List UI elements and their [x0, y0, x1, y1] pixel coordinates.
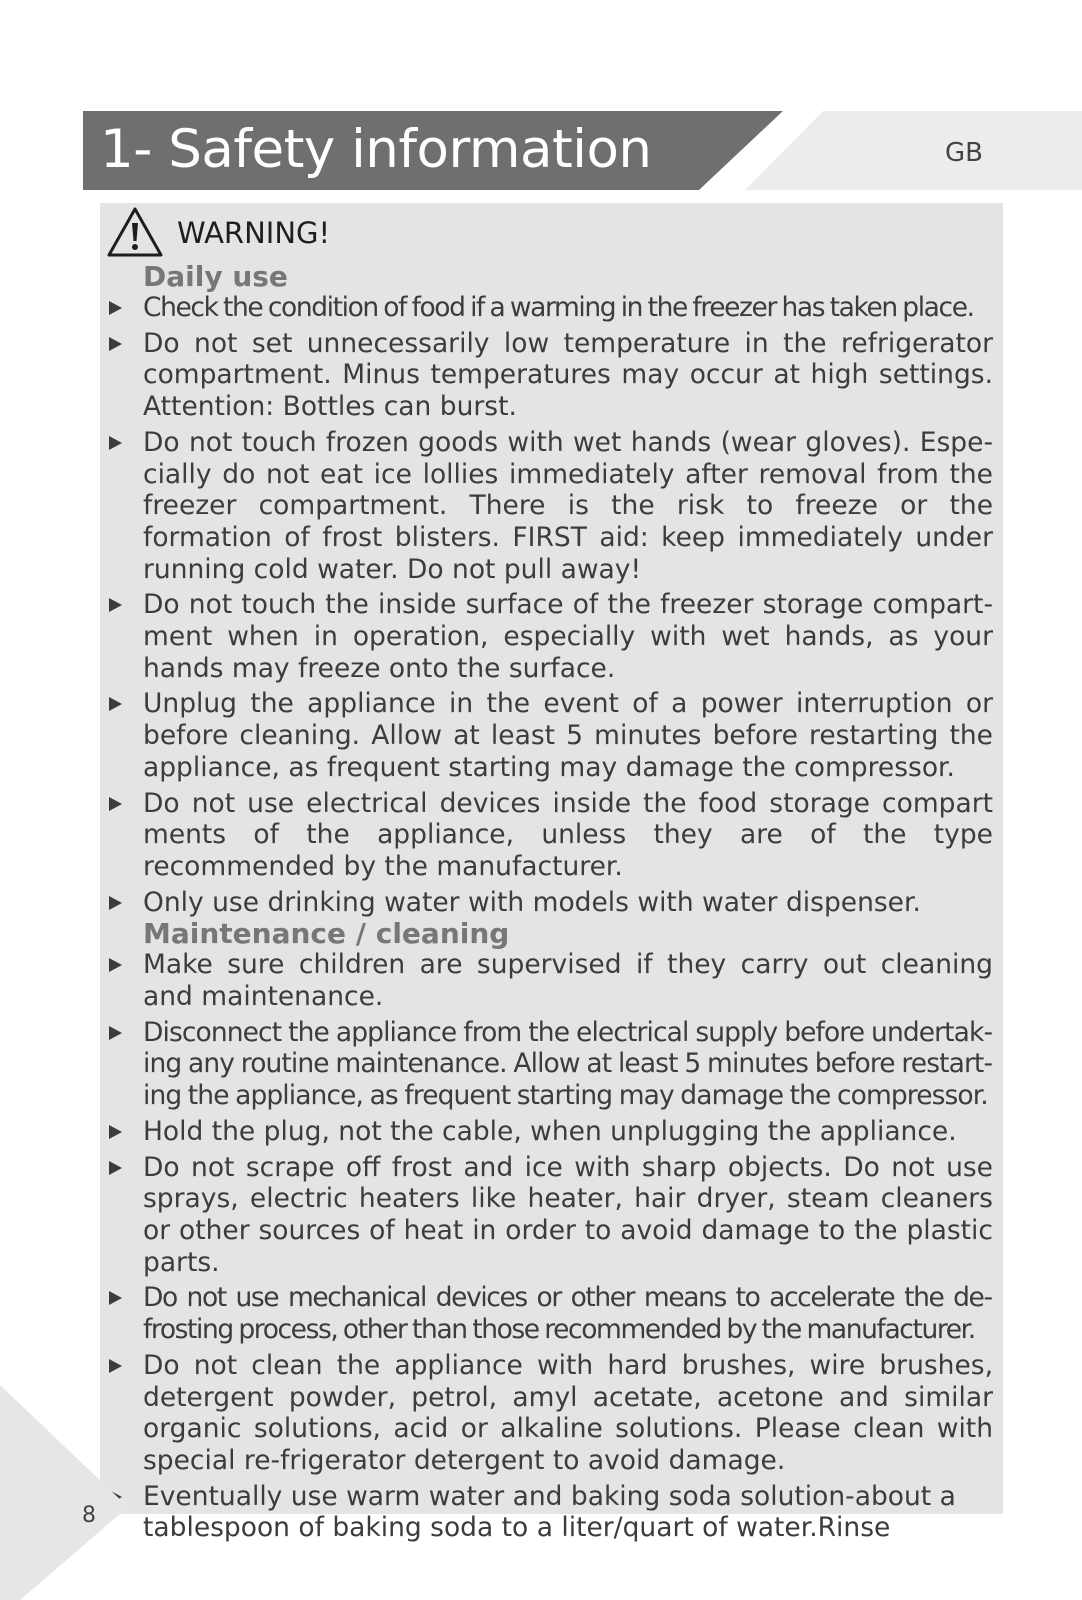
- list-item: [143, 1116, 993, 1148]
- list-item-text: Do not scrape off frost and ice with sharp objects. Do not use sprays, electric heaters like heater, hair dryer, steam cleaners or other sources of heat in order to avoid damage to the plastic parts.: [143, 1151, 993, 1278]
- list-item-text: Make sure children are supervised if they carry out cleaning and maintenance.: [143, 949, 993, 1013]
- warning-title: WARNING!: [177, 216, 331, 250]
- bullet-arrow-icon: [109, 436, 122, 450]
- list-item: [143, 292, 993, 324]
- list-item: [143, 427, 993, 586]
- list-item: [143, 788, 993, 883]
- bullet-arrow-icon: [109, 797, 122, 811]
- list-item: [143, 1481, 993, 1544]
- bullet-arrow-icon: [109, 1291, 122, 1305]
- page-title: 1- Safety information: [100, 119, 652, 180]
- list-item-text: Only use drinking water with models with water dispenser.: [143, 886, 921, 918]
- daily-use-list: [143, 292, 993, 918]
- list-item-text: Check the condition of food if a warming in the freezer has taken place.: [143, 292, 974, 323]
- list-item: [143, 328, 993, 423]
- bullet-arrow-icon: [109, 896, 122, 910]
- section-heading-maintenance: Maintenance / cleaning: [143, 917, 510, 951]
- list-item-text: Do not use mechanical devices or other means to accelerate the defrosting process, other than those recommended by the manufacturer.: [143, 1282, 993, 1346]
- list-item-text: Eventually use warm water and baking soda solution-about a tablespoon of baking soda to a liter/quart of water.Rinse: [143, 1480, 956, 1544]
- bullet-arrow-icon: [109, 598, 122, 612]
- language-tab: [745, 111, 1082, 190]
- list-item: [143, 1350, 993, 1477]
- bullet-arrow-icon: [109, 958, 122, 972]
- bullet-arrow-icon: [109, 697, 122, 711]
- warning-triangle-icon: [106, 206, 164, 258]
- page-number: 8: [82, 1503, 96, 1528]
- list-item-text: Hold the plug, not the cable, when unplugging the appliance.: [143, 1115, 957, 1147]
- list-item: [143, 1152, 993, 1279]
- list-item-text: Disconnect the appliance from the electrical supply before undertaking any routine maintenance. Allow at least 5 minutes before restarting the appliance, as frequent starting may damage the compressor.: [143, 1016, 993, 1112]
- list-item: [143, 1282, 993, 1345]
- list-item: [143, 887, 993, 919]
- list-item-text: Do not use electrical devices inside the food storage compart ments of the appliance, unless they are of the type recommended by the manufacturer.: [143, 787, 993, 882]
- warning-content: [143, 261, 993, 1548]
- language-tab-shape: [745, 111, 1082, 190]
- section-heading-daily-use: Daily use: [143, 260, 288, 293]
- list-item-text: Unplug the appliance in the event of a power interruption or before cleaning. Allow at least 5 minutes before restarting the appliance, as frequent starting may damage the compressor.: [143, 688, 993, 783]
- bullet-arrow-icon: [109, 1125, 122, 1139]
- list-item-text: Do not set unnecessarily low temperature in the refrigerator compartment. Minus temperatures may occur at high settings. Attention: Bottles can burst.: [143, 327, 993, 423]
- bullet-arrow-icon: [109, 1161, 122, 1175]
- list-item-text: Do not clean the appliance with hard brushes, wire brushes, detergent powder, petrol, amyl acetate, acetone and similar organic solutions, acid or alkaline solutions. Please clean with special re-frigerator detergent to avoid damage.: [143, 1349, 993, 1476]
- bullet-arrow-icon: [109, 1026, 122, 1040]
- maintenance-list: [143, 949, 993, 1544]
- list-item: [143, 589, 993, 684]
- list-item: [143, 949, 993, 1012]
- list-item-text: Do not touch frozen goods with wet hands (wear gloves). Especially do not eat ice lollies immediately after removal from the freezer compartment. There is the risk to freeze or the formation of frost blisters. FIRST aid: keep immediately under running cold water. Do not pull away!: [143, 426, 993, 585]
- list-item: [143, 688, 993, 783]
- list-item: [143, 1017, 993, 1112]
- bullet-arrow-icon: [109, 1359, 122, 1373]
- bullet-arrow-icon: [109, 337, 122, 351]
- bullet-arrow-icon: [109, 301, 122, 315]
- list-item-text: Do not touch the inside surface of the freezer storage compartment when in operation, especially with wet hands, as your hands may freeze onto the surface.: [143, 589, 993, 684]
- language-code: GB: [945, 138, 983, 168]
- corner-decoration: [0, 1385, 130, 1600]
